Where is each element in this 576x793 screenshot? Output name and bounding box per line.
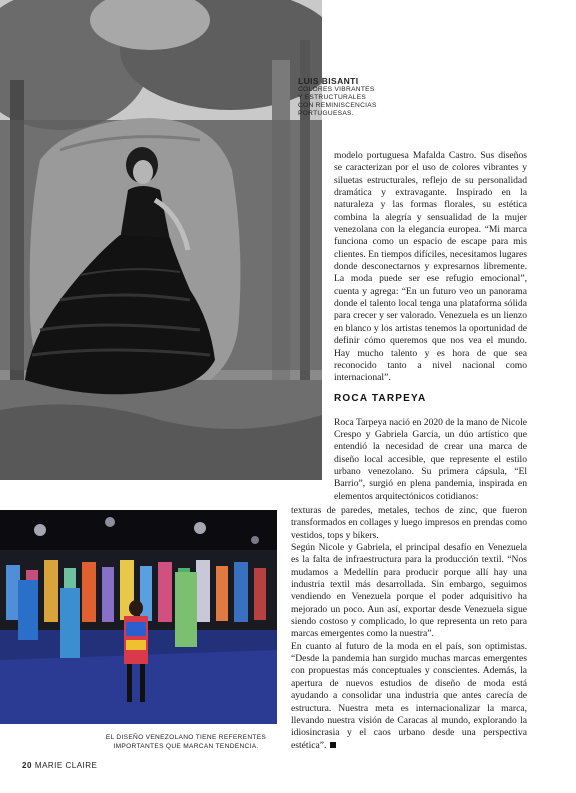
article-column-lower: [291, 505, 527, 752]
article-paragraph-3: Según Nicole y Gabriela, el principal desafío en Venezuela es la falta de infraestructura para la producción textil. “Nos mudamos a Medellín para producir porque allí hay una industria textil más desarrollada. Sin embargo, seguimos vendiendo en Venezuela porque el poder adquisitivo ha mejorado un poco. Aun así, exportar desde Venezuela sigue siendo costoso y complicado, lo que representa un reto para marcas emergentes como la nuestra”.: [291, 542, 527, 640]
runway-photo: [0, 510, 277, 724]
runway-caption: EL DISEÑO VENEZOLANO TIENE REFERENTES IMPORTANTES QUE MARCAN TENDENCIA.: [105, 734, 267, 750]
article-paragraph-4: [291, 641, 527, 752]
editorial-photo-bw: [0, 0, 322, 480]
article-paragraph-1: modelo portuguesa Mafalda Castro. Sus diseños se caracterizan por el uso de colores vibrantes y siluetas estructurales, reflejo de su personalidad dramática y extravagante. Inspirado en la naturaleza y las formas florales, su estética combina la alegría y sensualidad de la mujer venezolana con la elegancia europea. “Mi marca funciona como un espacio de escape para mis clientes. En tiempos difíciles, necesitamos lugares donde desconectarnos y expresarnos libremente. La moda puede ser ese refugio emocional”, cuenta y agrega: “En un futuro veo un panorama donde el talento local tenga una plataforma sólida para crecer y ser valorado. Venezuela es un lienzo en blanco y los artistas tenemos la oportunidad de definir cómo queremos que nos vea el mundo. Hay mucho talento y es hora de que sea reconocido tanto a nivel nacional como internacional”.: [334, 150, 527, 384]
page-number: 20: [22, 761, 32, 770]
section-heading: ROCA TARPEYA: [334, 393, 427, 404]
article-paragraph-4-text: En cuanto al futuro de la moda en el país, son optimistas. “Desde la pandemia han surgido muchas marcas emergentes con propuestas más conceptuales y conscientes. Además, la apertura de nuevos estudios de diseño de moda está ayudando a consolidar una industria que antes carecía de estructura. Nuestra meta es internacionalizar la marca, llevando nuestra visión de Caracas al mundo, explorando la idiosincrasia y el caos urbano desde una perspectiva estética”.: [291, 640, 527, 751]
article-paragraph-2: Roca Tarpeya nació en 2020 de la mano de Nicole Crespo y Gabriela García, un dúo artístico que entendió la necesidad de crear una marca de diseño local accesible, que represente el estilo urbano venezolano. Su primera cápsula, “El Barrio”, surgió en plena pandemia, inspirada en elementos arquitectónicos cotidianos:: [334, 416, 527, 502]
magazine-name: MARIE CLAIRE: [34, 761, 98, 770]
end-mark-icon: [330, 742, 336, 748]
designer-caption: [298, 77, 378, 118]
designer-name: LUIS BISANTI: [298, 76, 359, 86]
runway-illustration: [0, 510, 277, 724]
article-column-upper: [334, 150, 527, 385]
forest-model-illustration: [0, 0, 322, 480]
designer-caption-text: COLORES VIBRANTES Y ESTRUCTURALES CON REMINISCENCIAS PORTUGUESAS.: [298, 86, 377, 117]
article-column-middle: [334, 407, 527, 513]
page-folio: [22, 761, 97, 770]
article-paragraph-2-continued: texturas de paredes, metales, techos de zinc, que fueron transformados en collages y luego impresos en prendas como vestidos, tops y bikers.: [291, 505, 527, 541]
